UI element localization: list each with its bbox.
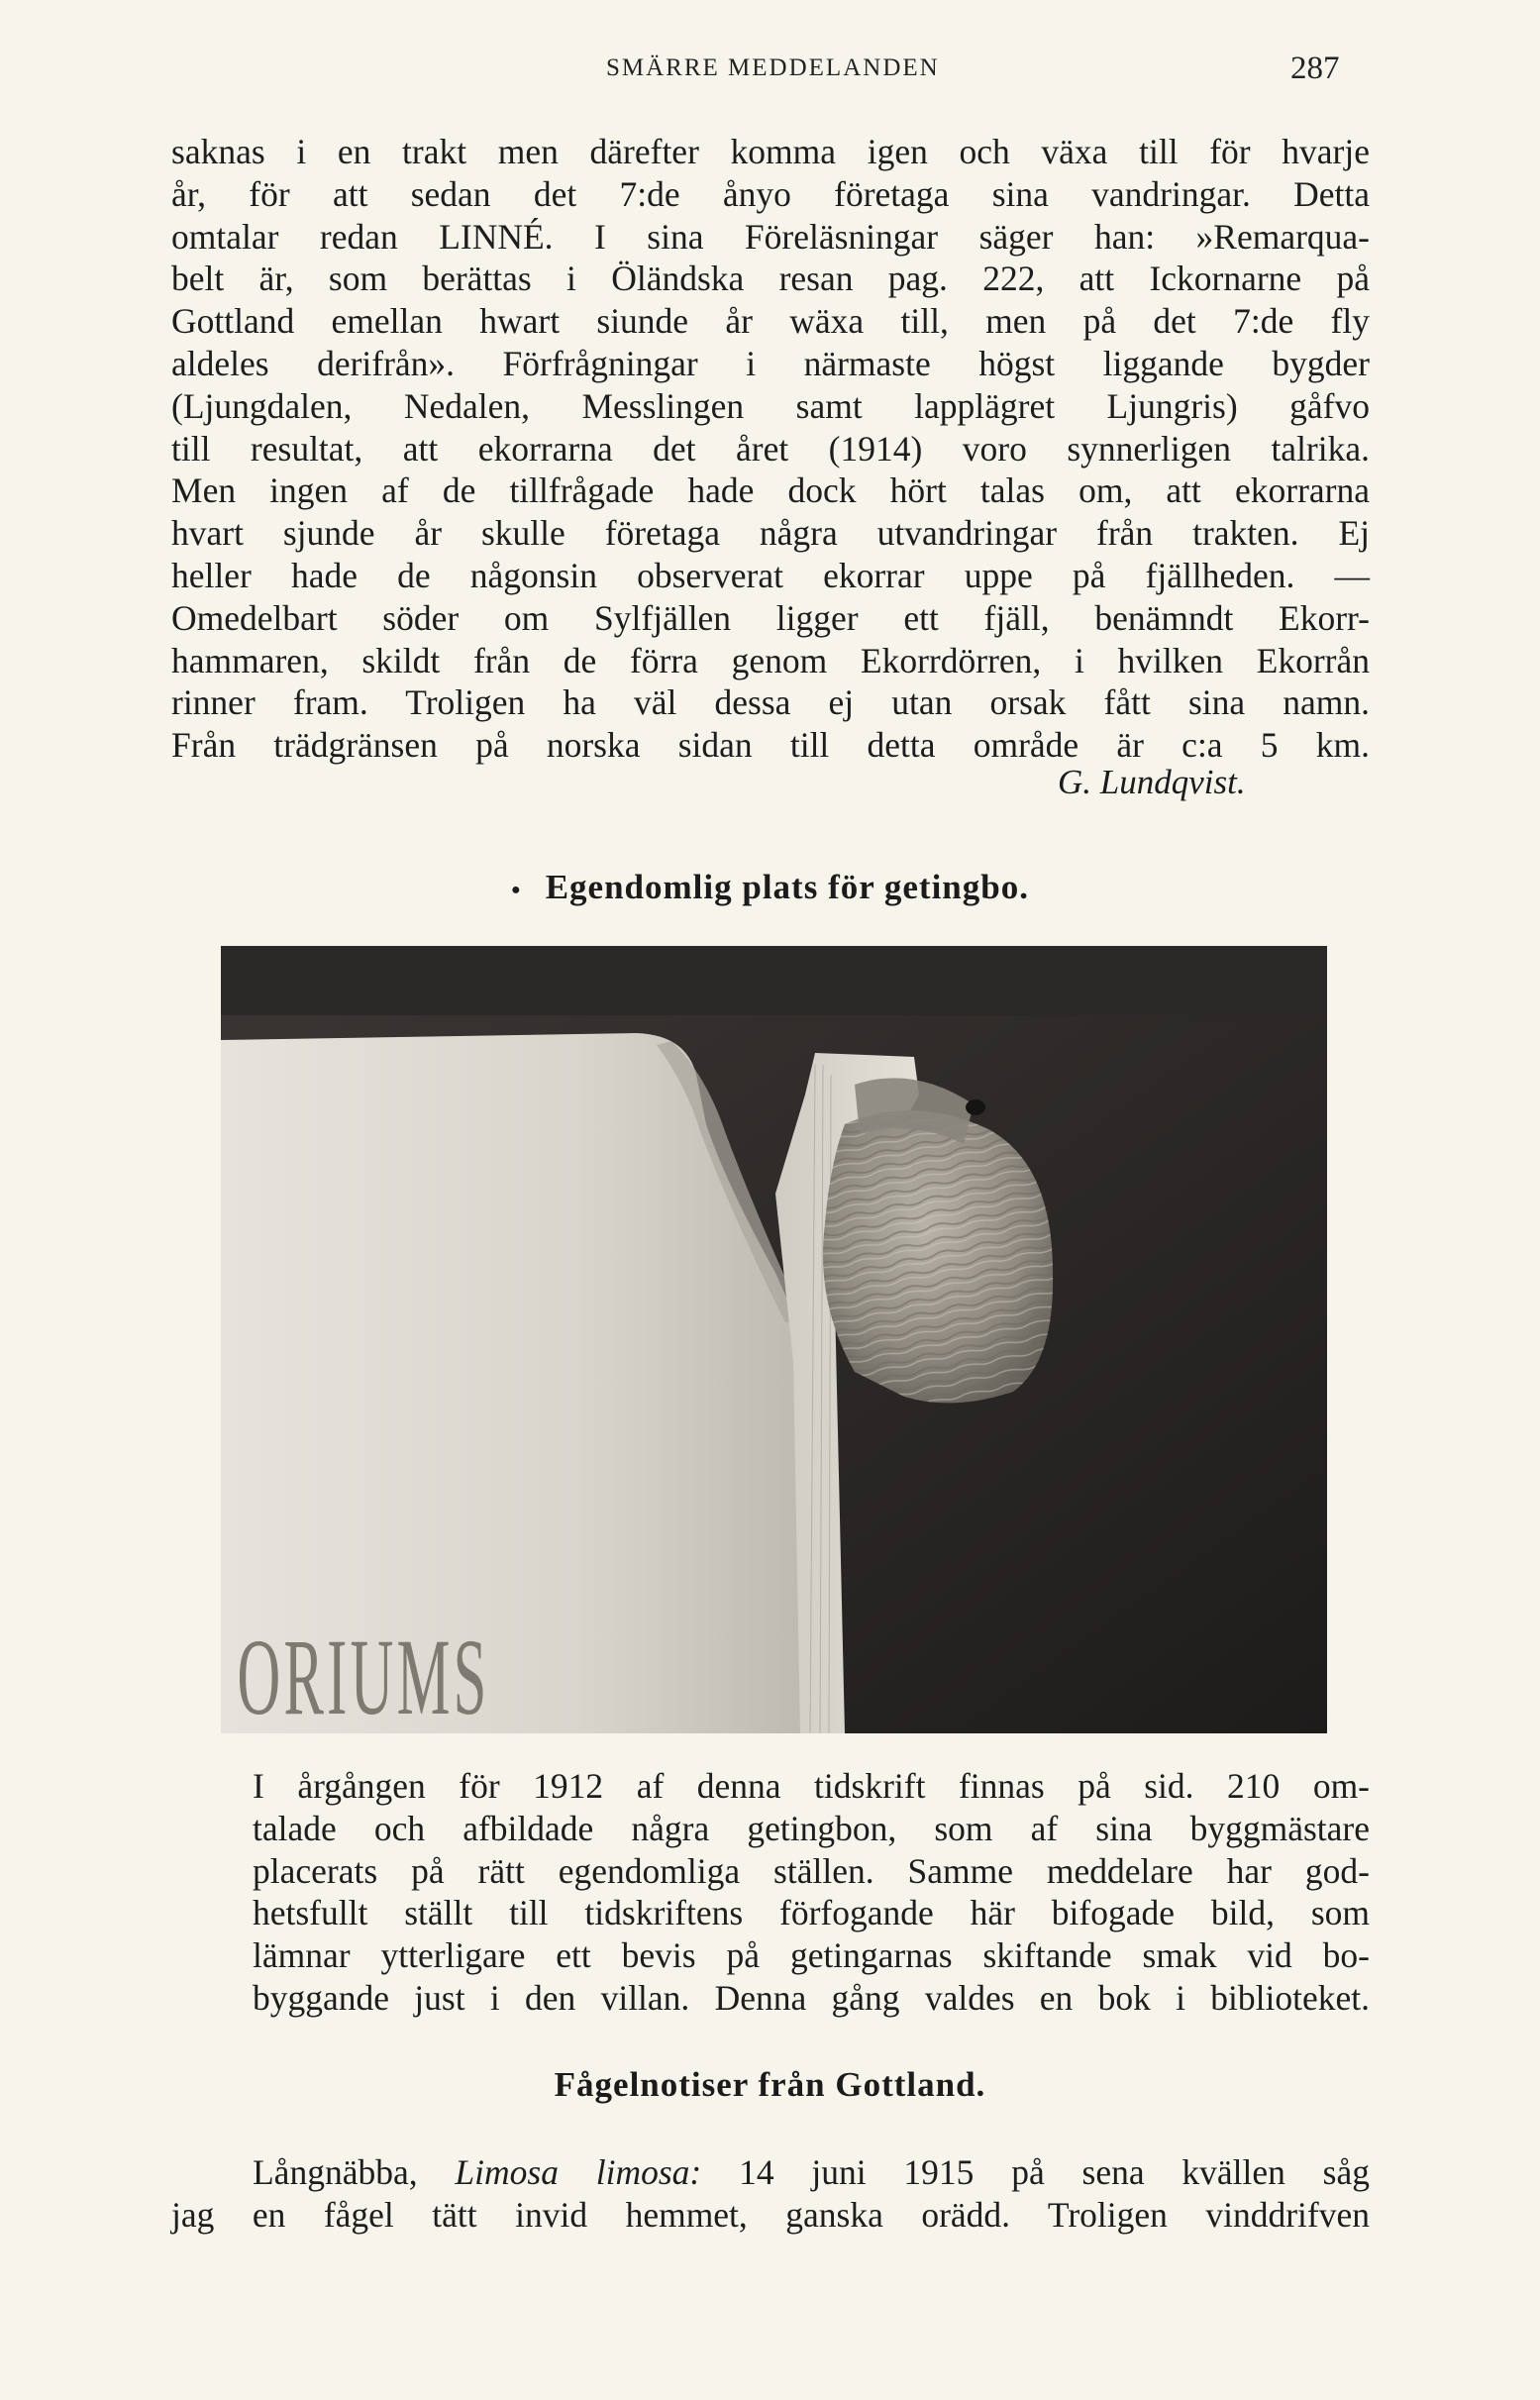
text-line: hetsfullt ställt till tidskriftens förfogande här bifogade bild, som (253, 1893, 1370, 1933)
article-1-body (171, 131, 1370, 767)
running-head: SMÄRRE MEDDELANDEN (606, 54, 940, 81)
text-line: hammaren, skildt från de förra genom Ekorrdörren, i hvilken Ekorrån (171, 640, 1370, 680)
section-heading-getingbo: ● Egendomlig plats för getingbo. (511, 868, 1029, 906)
species-name: Limosa limosa: (455, 2152, 702, 2192)
text-line: byggande just i den villan. Denna gång valdes en bok i biblioteket. (253, 1977, 1370, 2018)
text-line-2: jag en fågel tätt invid hemmet, ganska orädd. Troligen vinddrifven (171, 2194, 1370, 2235)
nest-entrance (966, 1099, 985, 1115)
text-line: heller hade de någonsin observerat ekorrar uppe på fjällheden. — (171, 555, 1370, 595)
wasp-nest-photo (221, 946, 1327, 1733)
text-line: år, för att sedan det 7:de ånyo företaga sina vandringar. Detta (171, 173, 1370, 214)
text-line: placerats på rätt egendomliga ställen. Samme meddelare har god- (253, 1850, 1370, 1891)
article-3-body (171, 2151, 1370, 2237)
text-line: rinner fram. Troligen ha väl dessa ej utan orsak fått sina namn. (171, 682, 1370, 723)
text-line: Men ingen af de tillfrågade hade dock hört talas om, att ekorrarna (171, 470, 1370, 511)
bullet-mark: ● (511, 881, 522, 898)
text-line: aldeles derifrån». Förfrågningar i närmaste högst liggande bygder (171, 343, 1370, 383)
text-rest: 14 juni 1915 på sena kvällen såg (701, 2152, 1371, 2192)
text-line: Från trädgränsen på norska sidan till detta område är c:a 5 km. (171, 725, 1370, 766)
text-line: lämnar ytterligare ett bevis på getingarnas skiftande smak vid bo- (253, 1935, 1370, 1976)
text-line: hvart sjunde år skulle företaga några utvandringar från trakten. Ej (171, 513, 1370, 554)
text-line: I årgången för 1912 af denna tidskrift finnas på sid. 210 om- (253, 1766, 1370, 1806)
text-line: Omedelbart söder om Sylfjällen ligger ett fjäll, benämndt Ekorr- (171, 597, 1370, 638)
text-line: belt är, som berättas i Öländska resan pag. 222, att Ickornarne på (171, 259, 1370, 299)
section-heading-fagelnotiser: Fågelnotiser från Gottland. (554, 2065, 986, 2104)
author-signature: G. Lundqvist. (1058, 763, 1246, 801)
photo-illustration (221, 946, 1327, 1733)
text-line: omtalar redan LINNÉ. I sina Föreläsningar säger han: »Remarqua- (171, 216, 1370, 257)
article-2-body (253, 1765, 1370, 2020)
book-spine-lettering: ORIUMS (237, 1617, 490, 1733)
page-number: 287 (1290, 51, 1340, 86)
text-line: till resultat, att ekorrarna det året (1914) voro synnerligen talrika. (171, 428, 1370, 469)
text-line: saknas i en trakt men därefter komma igen och växa till för hvarje (171, 132, 1370, 171)
text-line: talade och afbildade några getingbon, som af sina byggmästare (253, 1808, 1370, 1848)
text-line: (Ljungdalen, Nedalen, Messlingen samt lapplägret Ljungris) gåfvo (171, 385, 1370, 426)
text-line-1 (171, 2151, 1370, 2194)
text-line: Gottland emellan hwart siunde år wäxa till, men på det 7:de fly (171, 301, 1370, 342)
page-header (0, 51, 1540, 94)
text-prefix: Långnäbba, (253, 2152, 456, 2192)
